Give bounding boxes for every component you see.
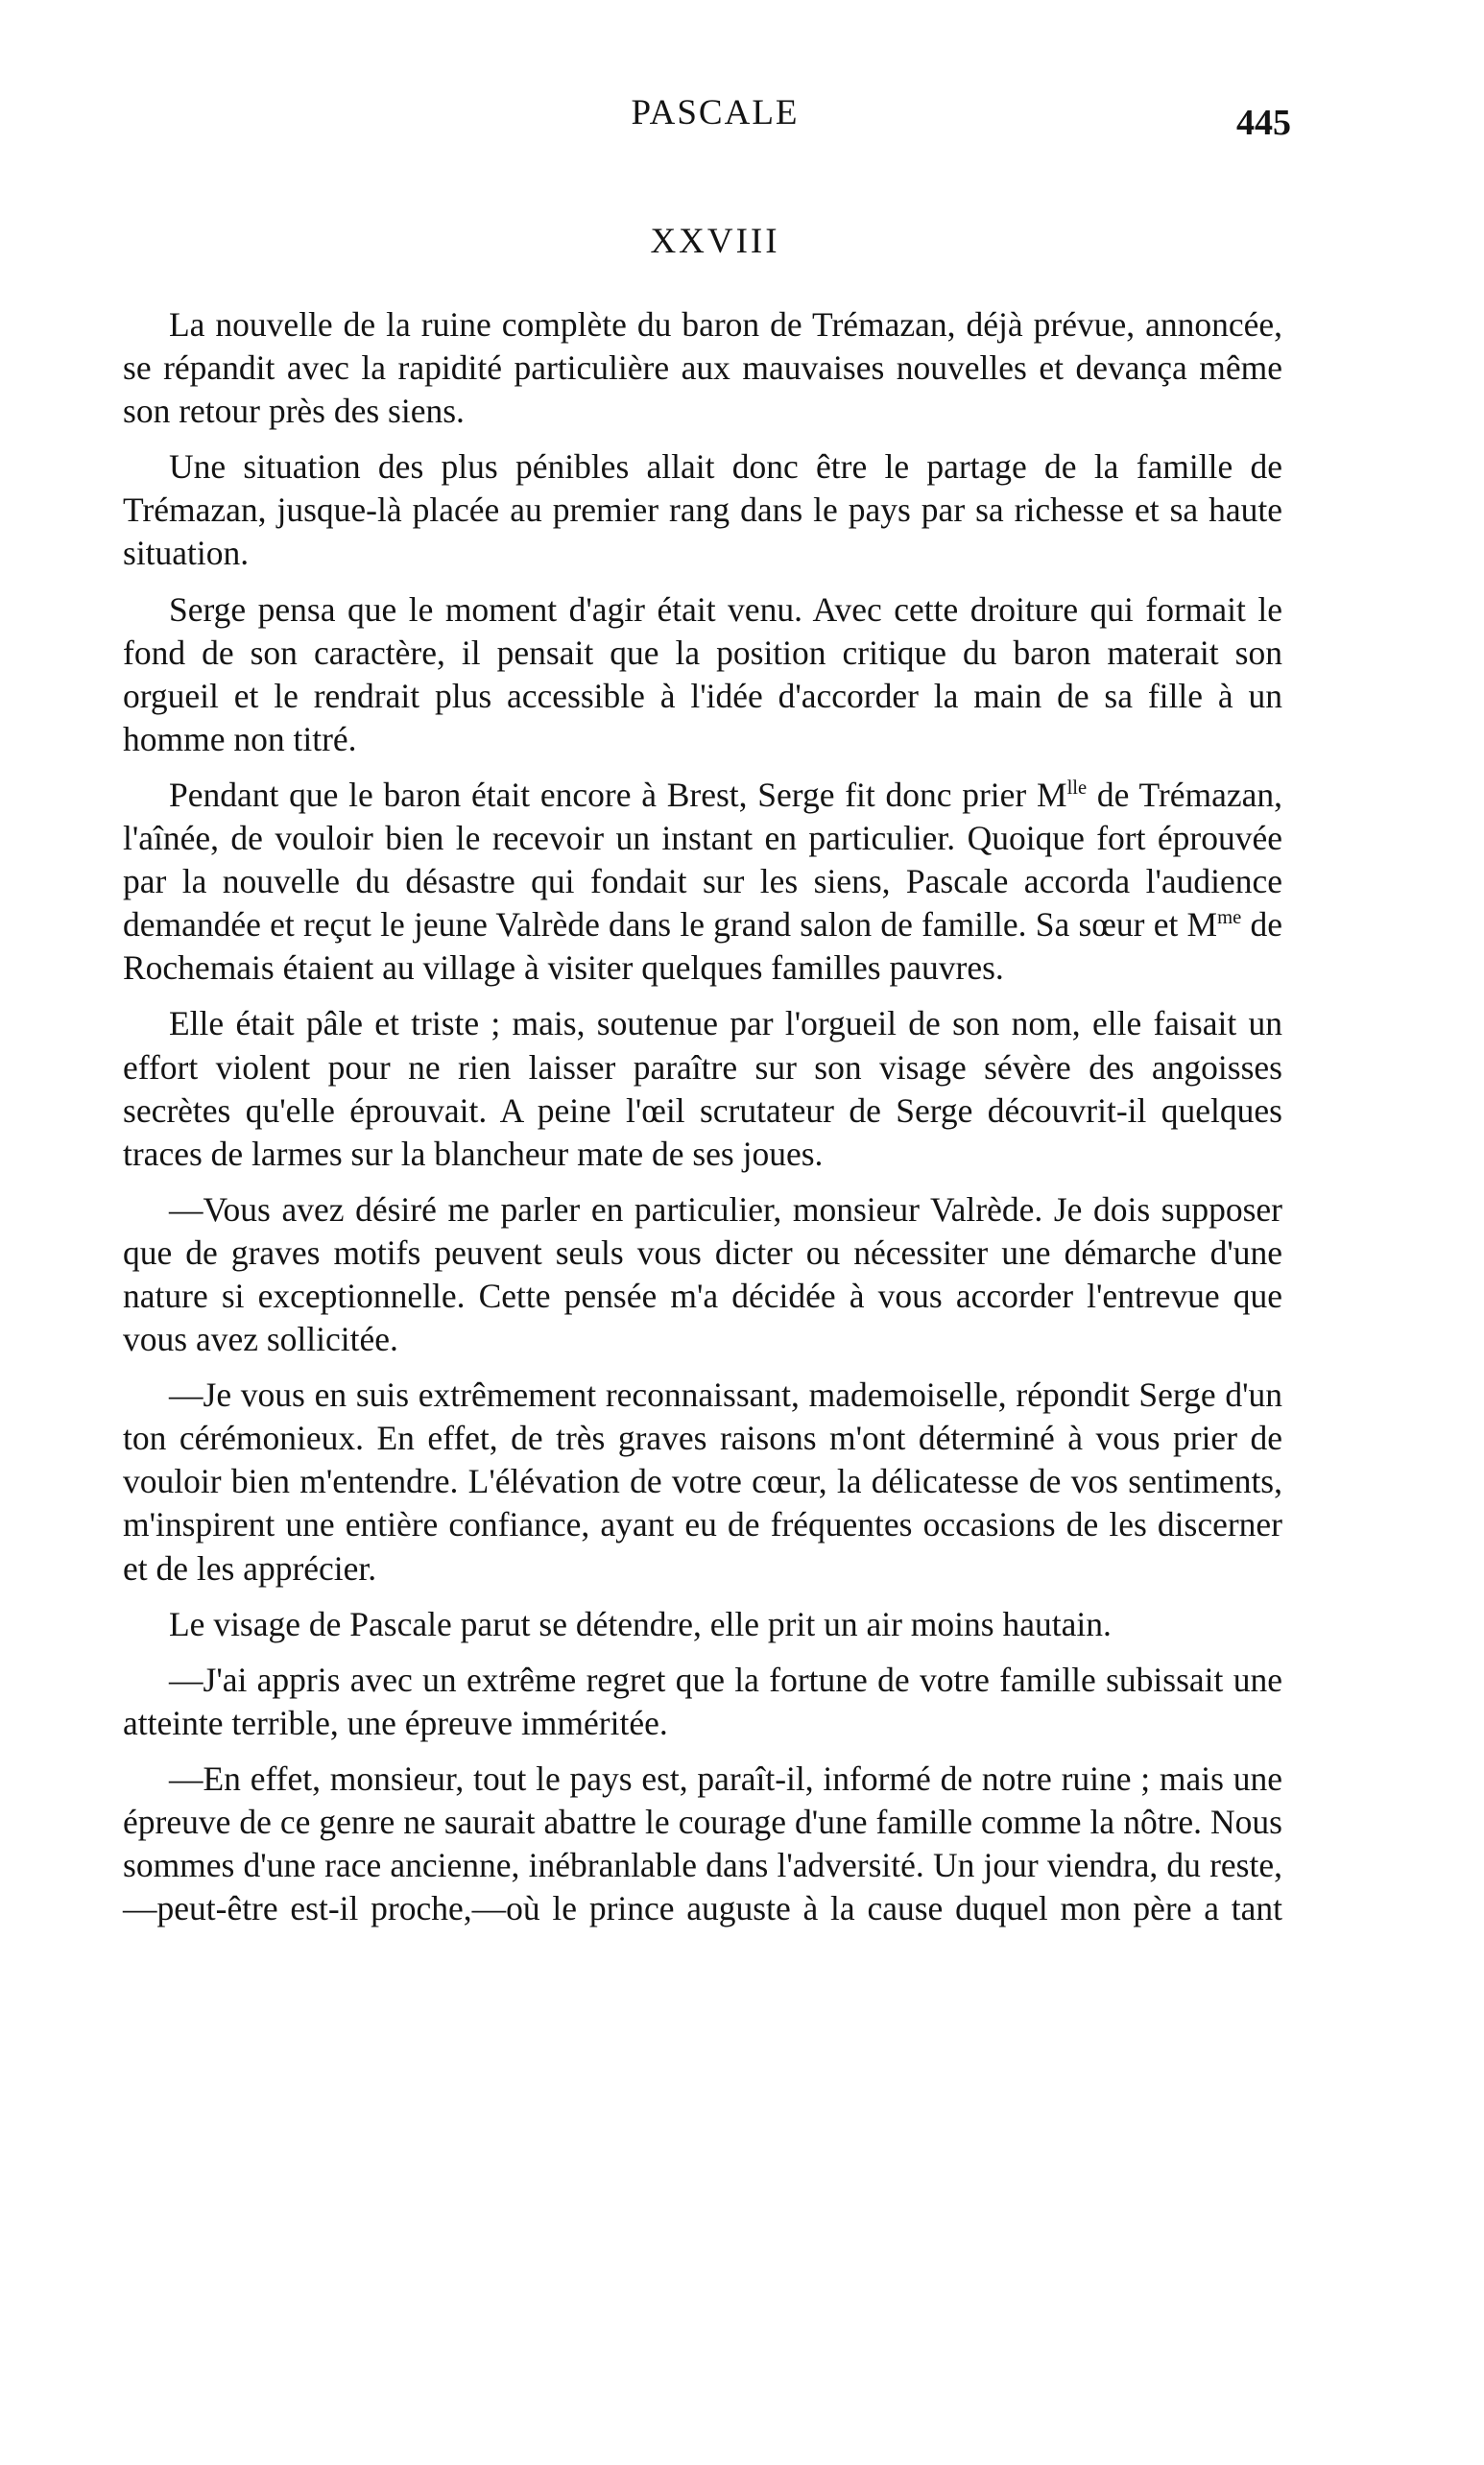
paragraph-4-part-3: de Rochemais étaient au village à visiter quelques familles pauvres. [123,905,1282,988]
paragraph-7: —Je vous en suis extrêmement reconnaissant, mademoiselle, répondit Serge d'un ton cérémonieux. En effet, de très graves raisons m'ont déterminé à vous prier de vouloir bien m'entendre. L'élévation de votre cœur, la délicatesse de vos sentiments, m'inspirent une entière confiance, ayant eu de fréquentes occasions de les discerner et de les apprécier. [123,1376,1282,1588]
page-number: 445 [1236,103,1291,143]
superscript-me: me [1217,907,1242,929]
paragraph-10: —En effet, monsieur, tout le pays est, paraît-il, informé de notre ruine ; mais une épreuve de ce genre ne saurait abattre le courage d'une famille comme la nôtre. Nous sommes d'une race ancienne, inébranlable dans l'adversité. Un jour viendra, du reste,—peut-être est-il proche,—où le prince auguste à la cause duquel mon père a tant [123,1759,1282,1928]
running-head [0,92,1484,150]
paragraph-2: Une situation des plus pénibles allait donc être le partage de la famille de Trémazan, jusque-là placée au premier rang dans le pays par sa richesse et sa haute situation. [123,447,1282,573]
chapter-heading: XXVIII [650,222,780,261]
superscript-lle: lle [1066,778,1088,800]
paragraph-8: Le visage de Pascale parut se détendre, elle prit un air moins hautain. [169,1604,1112,1643]
running-title: PASCALE [631,93,800,132]
paragraph-4-part-1: Pendant que le baron était encore à Brest, Serge fit donc prier M [169,775,1067,814]
paragraph-6: —Vous avez désiré me parler en particulier, monsieur Valrède. Je dois supposer que de graves motifs peuvent seuls vous dicter ou nécessiter une démarche d'une nature si exceptionnelle. Cette pensée m'a décidée à vous accorder l'entrevue que vous avez sollicitée. [123,1189,1282,1359]
text-body [123,303,1282,1943]
paragraph-9: —J'ai appris avec un extrême regret que la fortune de votre famille subissait une atteinte terrible, une épreuve imméritée. [123,1660,1282,1742]
paragraph-1: La nouvelle de la ruine complète du baron de Trémazan, déjà prévue, annoncée, se répandit avec la rapidité particulière aux mauvaises nouvelles et devança même son retour près des siens. [123,305,1282,431]
paragraph-3: Serge pensa que le moment d'agir était venu. Avec cette droiture qui formait le fond de son caractère, il pensait que la position critique du baron materait son orgueil et le rendrait plus accessible à l'idée d'accorder la main de sa fille à un homme non titré. [123,589,1282,758]
paragraph-4 [123,774,1282,990]
paragraph-5: Elle était pâle et triste ; mais, soutenue par l'orgueil de son nom, elle faisait un effort violent pour ne rien laisser paraître sur son visage sévère des angoisses secrètes qu'elle éprouvait. A peine l'œil scrutateur de Serge découvrit-il quelques traces de larmes sur la blancheur mate de ses joues. [123,1004,1282,1173]
paragraph-4-part-2: de Trémazan, l'aînée, de vouloir bien le recevoir un instant en particulier. Quoique fort éprouvée par la nouvelle du désastre qui fondait sur les siens, Pascale accorda l'audience demandée et reçut le jeune Valrède dans le grand salon de famille. Sa sœur et M [123,775,1283,945]
